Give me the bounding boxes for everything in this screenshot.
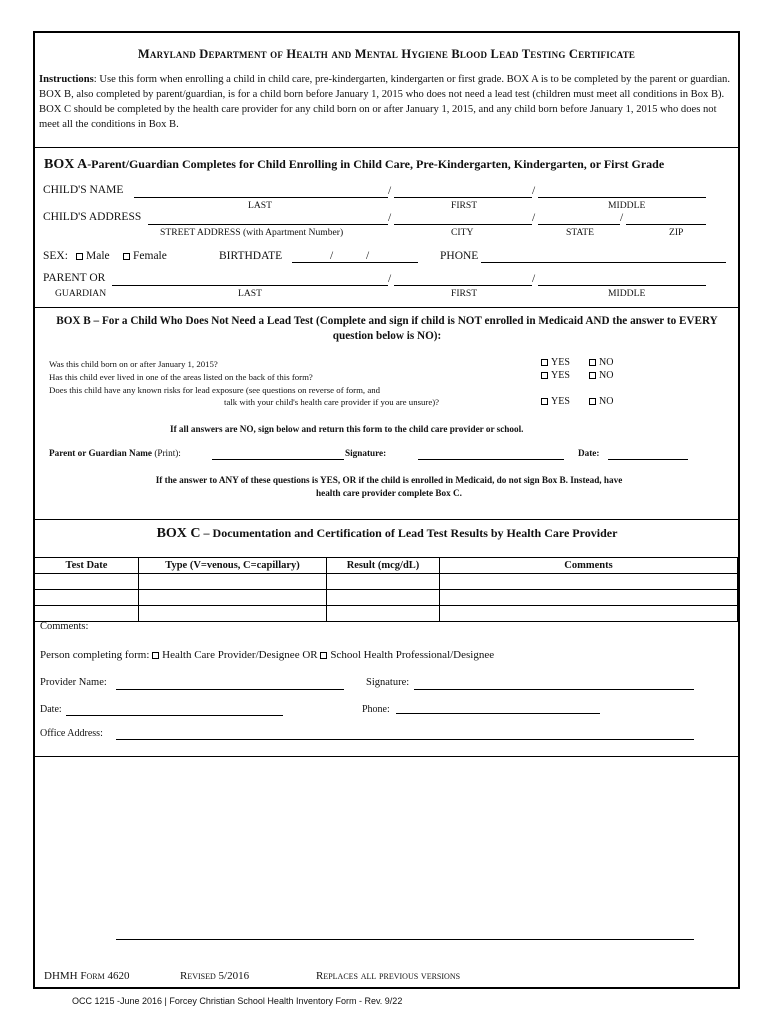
state-field[interactable] [538, 224, 620, 225]
zip-label: ZIP [669, 227, 684, 238]
male-checkbox[interactable]: Male [76, 250, 110, 262]
childs-address-label: CHILD'S ADDRESS [43, 211, 142, 223]
provider-signature-field[interactable] [414, 689, 694, 690]
checkbox-icon [320, 652, 327, 659]
lead-test-results-table [34, 557, 738, 622]
divider [34, 147, 738, 148]
checkbox-icon [76, 253, 83, 260]
table-row[interactable] [35, 590, 738, 606]
box-a-title [44, 157, 664, 173]
table-cell[interactable] [139, 574, 327, 590]
divider [34, 307, 738, 308]
table-cell[interactable] [327, 590, 440, 606]
zip-field[interactable] [626, 224, 706, 225]
street-field[interactable] [148, 224, 388, 225]
column-header: Test Date [35, 558, 139, 574]
birthdate-label: BIRTHDATE [219, 250, 283, 262]
occ-footer: OCC 1215 -June 2016 | Forcey Christian School Health Inventory Form - Rev. 9/22 [72, 996, 403, 1006]
child-middle-name-field[interactable] [538, 197, 706, 198]
question-2: Has this child ever lived in one of the areas listed on the back of this form? [49, 372, 313, 382]
provider-phone-label: Phone: [362, 704, 390, 715]
checkbox-icon [541, 359, 548, 366]
comments-label: Comments: [40, 621, 89, 632]
q2-yes-checkbox[interactable]: YES [541, 370, 570, 381]
q1-no-checkbox[interactable]: NO [589, 357, 613, 368]
first-label: FIRST [451, 200, 478, 211]
if-yes-note: If the answer to ANY of these questions is YES, OR if the child is enrolled in Medicaid, do not sign Box B. Instead, have health care provider complete Box C. [155, 475, 623, 498]
divider [34, 756, 738, 757]
last-label: LAST [248, 200, 272, 211]
parent-or-label: PARENT OR [43, 272, 106, 284]
guardian-label: GUARDIAN [55, 288, 107, 299]
instructions [39, 72, 735, 132]
child-last-name-field[interactable] [134, 197, 388, 198]
checkbox-icon [152, 652, 159, 659]
table-row[interactable] [35, 574, 738, 590]
revised-date: Revised 5/2016 [180, 970, 250, 982]
table-cell[interactable] [35, 606, 139, 622]
divider [34, 519, 738, 520]
office-address-label: Office Address: [40, 728, 103, 739]
checkbox-icon [123, 253, 130, 260]
table-cell[interactable] [440, 590, 738, 606]
table-cell[interactable] [440, 574, 738, 590]
parent-signature-field[interactable] [418, 459, 564, 460]
provider-name-label: Provider Name: [40, 677, 107, 688]
first-label: FIRST [451, 288, 478, 299]
table-cell[interactable] [327, 574, 440, 590]
form-title: Maryland Department of Health and Mental Hygiene Blood Lead Testing Certificate [137, 47, 636, 61]
checkbox-icon [589, 372, 596, 379]
street-label: STREET ADDRESS (with Apartment Number) [160, 227, 344, 238]
school-checkbox[interactable]: School Health Professional/Designee [320, 649, 494, 661]
parent-name-field[interactable] [212, 459, 344, 460]
birthdate-field[interactable] [292, 262, 418, 263]
q3-yes-checkbox[interactable]: YES [541, 396, 570, 407]
female-checkbox[interactable]: Female [123, 250, 167, 262]
box-a-desc: -Parent/Guardian Completes for Child Enrolling in Child Care, Pre-Kindergarten, Kindergarten, or First Grade [87, 157, 665, 171]
office-address-field[interactable] [116, 739, 694, 740]
table-cell[interactable] [139, 606, 327, 622]
q3-no-checkbox[interactable]: NO [589, 396, 613, 407]
form-frame [33, 31, 740, 989]
parent-name-label: Parent or Guardian Name (Print): [49, 448, 181, 458]
last-label: LAST [238, 288, 262, 299]
sex-label: SEX: [43, 250, 68, 262]
state-label: STATE [566, 227, 595, 238]
hcp-checkbox[interactable]: Health Care Provider/Designee OR [152, 649, 317, 661]
instructions-text: : Use this form when enrolling a child in child care, pre-kindergarten, kindergarten or first grade. BOX A is to be completed by the parent or guardian. BOX B, also completed by parent/guardian, is for a child born before January 1, 2015 who does not need a lead test (children must meet all conditions in Box B). BOX C should be completed by the health care provider for any child born on or after January 1, 2015, and any child born before January 1, 2015 who does not meet all the conditions in Box B. [39, 74, 730, 130]
person-completing-row: Person completing form: Health Care Provider/Designee OR School Health Professional/Designee [40, 649, 495, 661]
table-cell[interactable] [440, 606, 738, 622]
city-label: CITY [451, 227, 474, 238]
q2-no-checkbox[interactable]: NO [589, 370, 613, 381]
table-cell[interactable] [35, 590, 139, 606]
column-header: Type (V=venous, C=capillary) [139, 558, 327, 574]
city-field[interactable] [394, 224, 532, 225]
date-label: Date: [578, 448, 600, 458]
parent-first-name-field[interactable] [394, 285, 532, 286]
parent-last-name-field[interactable] [112, 285, 388, 286]
box-a-label: BOX A [44, 157, 88, 172]
provider-signature-label: Signature: [366, 677, 410, 688]
checkbox-icon [589, 398, 596, 405]
table-cell[interactable] [139, 590, 327, 606]
table-cell[interactable] [35, 574, 139, 590]
q1-yes-checkbox[interactable]: YES [541, 357, 570, 368]
column-header: Result (mcg/dL) [327, 558, 440, 574]
form-number: DHMH Form 4620 [44, 970, 130, 982]
parent-middle-name-field[interactable] [538, 285, 706, 286]
child-first-name-field[interactable] [394, 197, 532, 198]
instructions-label: Instructions [39, 74, 94, 85]
box-b-title: BOX B – For a Child Who Does Not Need a Lead Test (Complete and sign if child is NOT enrolled in Medicaid AND the answer to EVERY question below is NO): [56, 315, 718, 342]
phone-label: PHONE [440, 250, 479, 262]
checkbox-icon [589, 359, 596, 366]
provider-phone-field[interactable] [396, 713, 600, 714]
middle-label: MIDDLE [608, 200, 646, 211]
table-cell[interactable] [327, 606, 440, 622]
signature-stamp-line[interactable] [116, 939, 694, 940]
provider-date-field[interactable] [66, 715, 283, 716]
checkbox-icon [541, 398, 548, 405]
question-1: Was this child born on or after January 1, 2015? [49, 359, 218, 369]
childs-name-label: CHILD'S NAME [43, 184, 124, 196]
phone-field[interactable] [481, 262, 726, 263]
replaces-note: Replaces all previous versions [316, 970, 461, 982]
box-c-label: BOX C [156, 526, 201, 541]
if-all-no-note: If all answers are NO, sign below and return this form to the child care provider or school. [170, 424, 524, 434]
box-c-title [40, 526, 734, 542]
signature-label: Signature: [345, 448, 387, 458]
box-c-desc: – Documentation and Certification of Lead Test Results by Health Care Provider [200, 526, 618, 540]
table-row[interactable] [35, 606, 738, 622]
provider-date-label: Date: [40, 704, 62, 715]
column-header: Comments [440, 558, 738, 574]
checkbox-icon [541, 372, 548, 379]
provider-name-field[interactable] [116, 689, 344, 690]
middle-label: MIDDLE [608, 288, 646, 299]
parent-date-field[interactable] [608, 459, 688, 460]
question-3a: Does this child have any known risks for lead exposure (see questions on reverse of form, and [49, 385, 381, 395]
table-header-row [35, 558, 738, 574]
question-3b: talk with your child's health care provider if you are unsure)? [224, 397, 440, 407]
